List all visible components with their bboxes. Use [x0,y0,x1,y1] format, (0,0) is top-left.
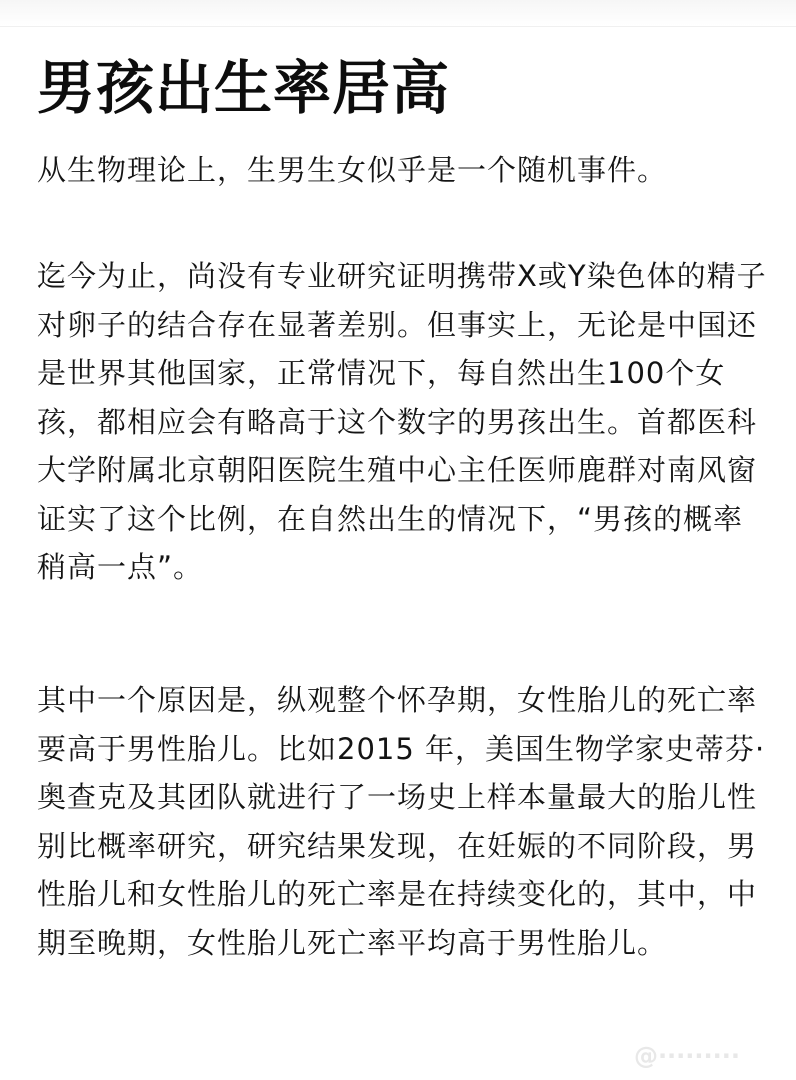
watermark: @········· [633,1042,740,1070]
top-bar [0,0,796,27]
paragraph-reason: 其中一个原因是，纵观整个怀孕期，女性胎儿的死亡率要高于男性胎儿。比如2015 年，美国生物学家史蒂芬·奥查克及其团队就进行了一场史上样本量最大的胎儿性别比概率研究，研究结果发现，在妊娠的不同阶段，男性胎儿和女性胎儿的死亡率是在持续变化的，其中，中期至晚期，女性胎儿死亡率平均高于男性胎儿。 [37,683,766,960]
paragraph-evidence: 迄今为止，尚没有专业研究证明携带X或Y染色体的精子对卵子的结合存在显著差别。但事实上，无论是中国还是世界其他国家，正常情况下，每自然出生100个女孩，都相应会有略高于这个数字的男孩出生。首都医科大学附属北京朝阳医院生殖中心主任医师鹿群对南风窗证实了这个比例，在自然出生的情况下，“男孩的概率稍高一点”。 [37,259,767,584]
article [37,50,767,960]
article-title: 男孩出生率居高 [37,54,451,122]
paragraph-intro: 从生物理论上，生男生女似乎是一个随机事件。 [37,153,668,187]
